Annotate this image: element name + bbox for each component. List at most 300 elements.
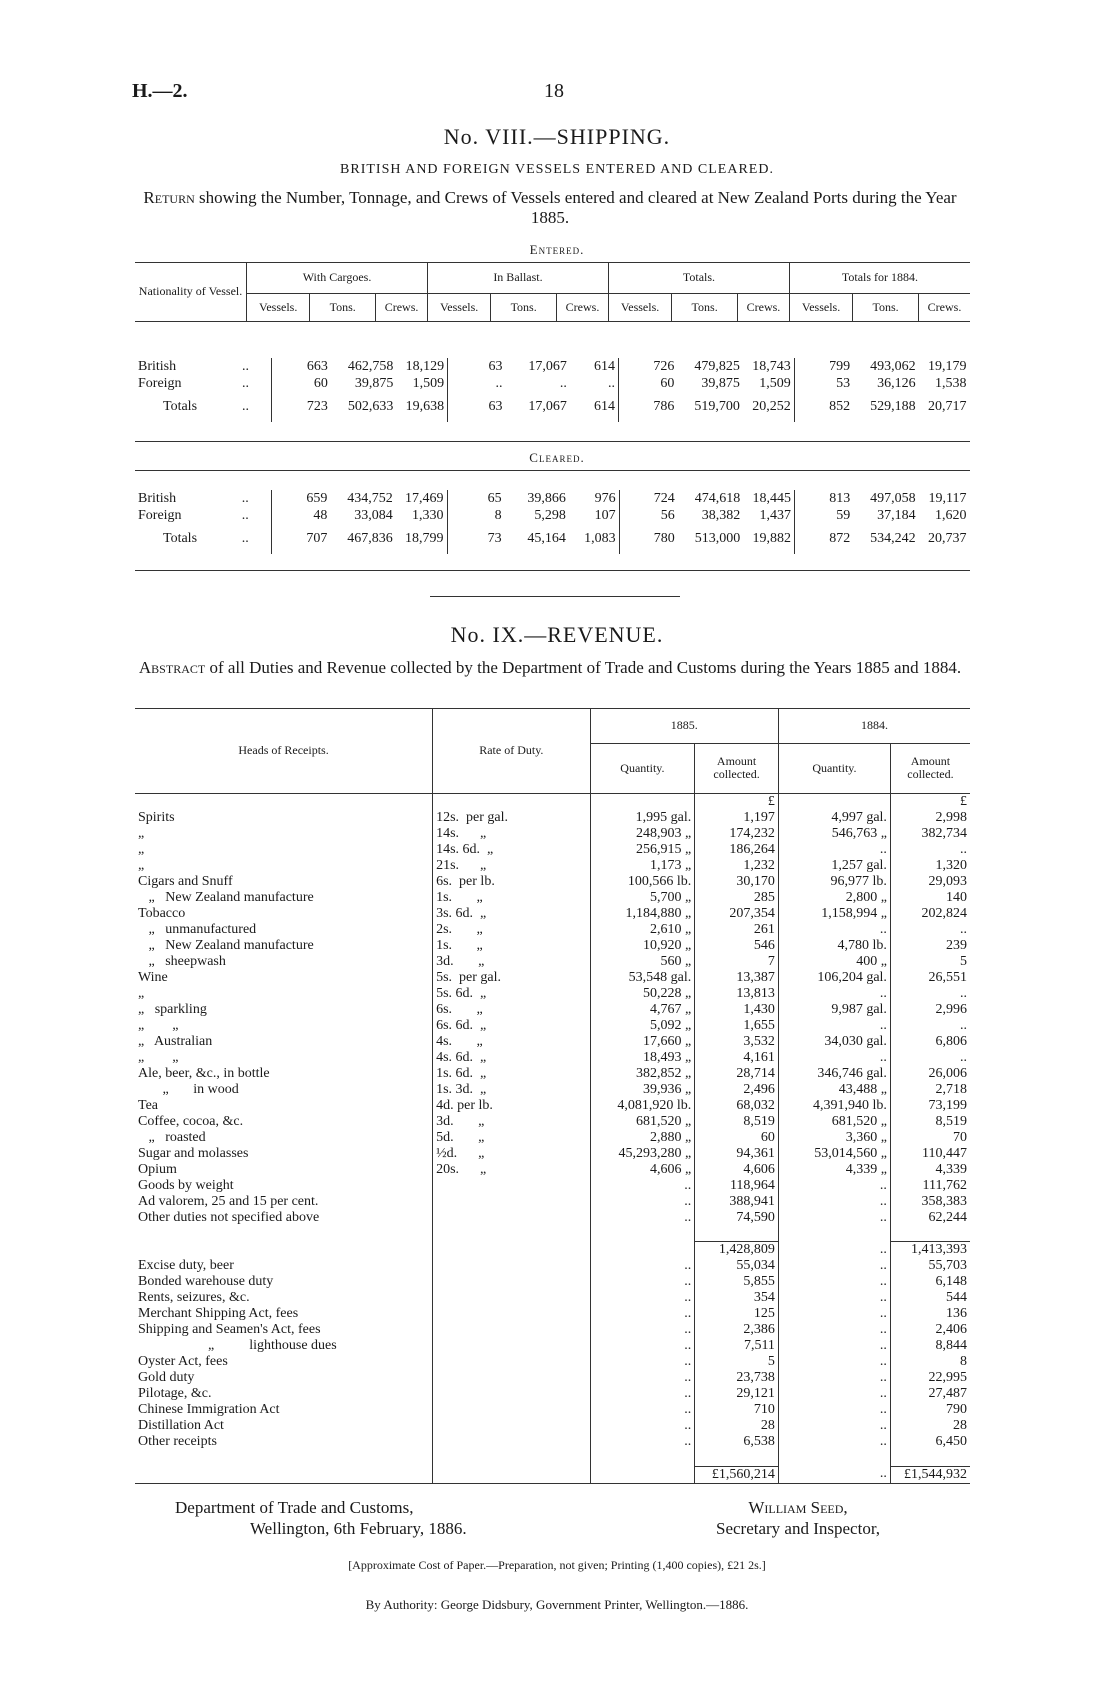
value-cell: 39,875 (354, 375, 394, 391)
amount-1885-cell: 1,655 (695, 1018, 779, 1034)
revenue-title: No. IX.—REVENUE. (450, 622, 664, 647)
receipt-head-cell: „ roasted (135, 1130, 433, 1146)
amount-1885-cell: 2,386 (695, 1322, 779, 1338)
quantity-1884-cell: .. (778, 1290, 890, 1306)
value-cell: 780 (653, 531, 675, 546)
amount-1885-cell: 28 (695, 1418, 779, 1434)
quantity-1884-cell: .. (778, 1434, 890, 1450)
revenue-row (135, 1354, 970, 1370)
amount-1884-cell: 27,487 (928, 1386, 967, 1401)
shipping-return-description (135, 188, 965, 228)
amount-1885-cell: 4,606 (695, 1162, 779, 1178)
amount-1884-cell: 1,413,393 (890, 1242, 970, 1259)
receipt-head-cell: Rents, seizures, &c. (135, 1290, 433, 1306)
value-cell: 65 (487, 490, 502, 506)
value-cell: .. (495, 375, 503, 391)
receipt-head-cell: „ unmanufactured (135, 922, 433, 938)
receipt-head-cell: Gold duty (135, 1370, 433, 1386)
amount-1885-cell: 4,161 (695, 1050, 779, 1066)
amount-1885-cell: 6,538 (695, 1434, 779, 1450)
quantity-1884-cell: .. (778, 1050, 890, 1066)
quantity-1884-header: Quantity. (778, 743, 890, 793)
receipt-head-cell: Excise duty, beer (135, 1258, 433, 1274)
quantity-1884-cell: 43,488 „ (778, 1082, 890, 1098)
receipt-head-cell: Other duties not specified above (135, 1210, 433, 1226)
revenue-row (135, 826, 970, 842)
nationality-cell: Totals (163, 399, 198, 414)
amount-1885-cell: 60 (695, 1130, 779, 1146)
rate-cell: 5s. per gal. (433, 970, 590, 986)
amount-1885-cell: 13,813 (695, 986, 779, 1002)
amount-1885-cell: 261 (695, 922, 779, 938)
quantity-1885-cell: .. (590, 1322, 695, 1338)
rate-cell (433, 1354, 590, 1370)
entered-label: Entered. (529, 242, 585, 257)
amount-1884-cell: 6,450 (935, 1434, 967, 1449)
quantity-1884-cell: .. (778, 1386, 890, 1402)
receipt-head-cell: Goods by weight (135, 1178, 433, 1194)
value-cell: 19,179 (928, 358, 967, 374)
quantity-1885-cell: 2,880 „ (590, 1130, 695, 1146)
amount-1884-cell: 29,093 (928, 873, 967, 889)
amount-1885-cell: 5,855 (695, 1274, 779, 1290)
amount-1885-cell: 186,264 (695, 842, 779, 858)
value-cell: 63 (488, 399, 503, 414)
amount-1884-cell: 1,320 (935, 857, 967, 873)
quantity-1885-cell: 45,293,280 „ (590, 1146, 695, 1162)
shipping-header-table (135, 263, 970, 322)
amount-1885-cell: 7 (695, 954, 779, 970)
quantity-1884-cell (778, 1450, 890, 1466)
value-cell: 18,743 (743, 358, 794, 375)
quantity-1884-cell: 106,204 gal. (778, 970, 890, 986)
group-in-ballast: In Ballast. (428, 263, 609, 293)
rate-cell (433, 1258, 590, 1274)
revenue-row (135, 1034, 970, 1050)
rate-cell: 4d. per lb. (433, 1098, 590, 1114)
year-1885-header: 1885. (590, 708, 778, 743)
receipt-head-cell (135, 793, 433, 810)
rate-cell (433, 1434, 590, 1450)
value-cell: 1,437 (743, 507, 794, 524)
cleared-label: Cleared. (529, 450, 585, 465)
revenue-row (135, 1082, 970, 1098)
quantity-1884-cell: 681,520 „ (778, 1114, 890, 1130)
rate-cell (433, 1386, 590, 1402)
quantity-1885-cell: .. (590, 1210, 695, 1226)
receipt-head-cell: Bonded warehouse duty (135, 1274, 433, 1290)
quantity-1884-cell: .. (778, 842, 890, 858)
amount-1884-cell: 6,806 (935, 1033, 967, 1049)
value-cell: 519,700 (694, 399, 740, 414)
amount-1885-cell: 207,354 (695, 906, 779, 922)
quantity-1884-cell: 1,158,994 „ (778, 906, 890, 922)
revenue-row (135, 858, 970, 874)
amount-1885-cell: £ (695, 793, 779, 810)
value-cell: 18,445 (743, 490, 794, 507)
leader-dots: .. (239, 392, 272, 422)
amount-1885-cell: 2,496 (695, 1082, 779, 1098)
rate-cell (433, 1290, 590, 1306)
amount-1885-cell: 5 (695, 1354, 779, 1370)
quantity-1884-cell: .. (778, 1338, 890, 1354)
cleared-row (135, 490, 970, 507)
amount-1884-cell: 2,406 (935, 1322, 967, 1337)
amount-1885-cell: 1,197 (695, 810, 779, 826)
receipt-head-cell: „ Australian (135, 1034, 433, 1050)
amount-1885-cell (695, 1450, 779, 1466)
value-cell: 73 (487, 531, 502, 546)
quantity-1885-cell: 10,920 „ (590, 938, 695, 954)
cleared-row (135, 524, 970, 554)
rate-cell (433, 1450, 590, 1466)
quantity-1884-cell: .. (778, 1322, 890, 1338)
rate-cell: 20s. „ (433, 1162, 590, 1178)
col-vessels: Vessels. (428, 293, 491, 321)
quantity-1885-cell: 39,936 „ (590, 1082, 695, 1098)
signatory-name: William Seed, (748, 1498, 848, 1517)
value-cell: 18,799 (396, 524, 447, 554)
amount-1884-cell: 2,996 (935, 1001, 967, 1017)
quantity-1885-cell: .. (590, 1370, 695, 1386)
amount-1884-cell: 111,762 (922, 1177, 967, 1193)
quantity-1885-cell: .. (590, 1418, 695, 1434)
receipt-head-cell: Shipping and Seamen's Act, fees (135, 1322, 433, 1338)
quantity-1885-cell (590, 1466, 695, 1483)
heads-of-receipts-header: Heads of Receipts. (135, 708, 433, 793)
revenue-row (135, 1322, 970, 1338)
revenue-row (135, 1162, 970, 1178)
amount-1884-cell: 544 (946, 1290, 967, 1305)
rate-cell (433, 1466, 590, 1483)
leader-dots: .. (239, 507, 272, 524)
quantity-1884-cell: .. (778, 1418, 890, 1434)
amount-1884-cell (890, 1226, 970, 1242)
value-cell: 39,866 (527, 490, 566, 506)
return-text: showing the Number, Tonnage, and Crews of Vessels entered and cleared at New Zealand Ports during the Year 1885. (194, 188, 957, 227)
rate-cell (433, 1370, 590, 1386)
amount-1885-cell: 8,519 (695, 1114, 779, 1130)
revenue-row (135, 1274, 970, 1290)
revenue-row (135, 1178, 970, 1194)
amount-1885-cell: 7,511 (695, 1338, 779, 1354)
amount-1884-cell: 382,734 (921, 825, 967, 841)
amount-1885-cell: 125 (695, 1306, 779, 1322)
receipt-head-cell: Opium (135, 1162, 433, 1178)
value-cell: 63 (488, 358, 503, 374)
rate-cell (433, 1274, 590, 1290)
rate-cell: 21s. „ (433, 858, 590, 874)
amount-1884-cell: 62,244 (928, 1209, 967, 1225)
group-totals: Totals. (608, 263, 789, 293)
value-cell: 462,758 (347, 358, 394, 374)
quantity-1885-cell: .. (590, 1290, 695, 1306)
amount-1885-cell: 388,941 (695, 1194, 779, 1210)
col-crews: Crews. (927, 299, 962, 314)
amount-1884-cell: 2,998 (935, 809, 967, 825)
year-1884-header: 1884. (778, 708, 970, 743)
quantity-1885-cell: 5,700 „ (590, 890, 695, 906)
amount-1884-cell: 8 (960, 1354, 967, 1369)
quantity-1885-cell: 248,903 „ (590, 826, 695, 842)
quantity-1885-header: Quantity. (590, 743, 695, 793)
amount-1884-cell: .. (960, 921, 967, 937)
quantity-1885-cell: .. (590, 1386, 695, 1402)
value-cell: 20,737 (928, 531, 967, 546)
amount-1884-cell: .. (960, 1049, 967, 1065)
rate-cell: 3d. „ (433, 1114, 590, 1130)
quantity-1884-cell: 9,987 gal. (778, 1002, 890, 1018)
amount-1884-cell: £ (960, 793, 967, 809)
revenue-row (135, 938, 970, 954)
authority-note: By Authority: George Didsbury, Government Printer, Wellington.—1886. (365, 1597, 749, 1612)
rate-cell (433, 1322, 590, 1338)
amount-1885-cell: 1,232 (695, 858, 779, 874)
value-cell: 614 (570, 358, 619, 375)
revenue-row (135, 1386, 970, 1402)
quantity-1884-cell: .. (778, 1402, 890, 1418)
quantity-1884-cell: 1,257 gal. (778, 858, 890, 874)
receipt-head-cell: Merchant Shipping Act, fees (135, 1306, 433, 1322)
rate-cell: 4s. 6d. „ (433, 1050, 590, 1066)
receipt-head-cell: Ale, beer, &c., in bottle (135, 1066, 433, 1082)
receipt-head-cell (135, 1450, 433, 1466)
revenue-row (135, 922, 970, 938)
revenue-row (135, 1306, 970, 1322)
revenue-table (135, 708, 970, 1483)
quantity-1884-cell: 4,391,940 lb. (778, 1098, 890, 1114)
receipt-head-cell: Tea (135, 1098, 433, 1114)
rate-of-duty-header: Rate of Duty. (433, 708, 590, 793)
revenue-row (135, 1146, 970, 1162)
signatory-title: Secretary and Inspector, (716, 1519, 881, 1538)
amount-1885-cell: 1,430 (695, 1002, 779, 1018)
rate-cell: 6s. 6d. „ (433, 1018, 590, 1034)
value-cell: 534,242 (870, 531, 916, 546)
quantity-1885-cell: 2,610 „ (590, 922, 695, 938)
value-cell: 33,084 (354, 507, 393, 523)
amount-1884-cell (890, 1450, 970, 1466)
revenue-row (135, 874, 970, 890)
value-cell: 434,752 (347, 490, 393, 506)
value-cell: 19,882 (743, 524, 794, 554)
entered-row (135, 358, 970, 375)
col-crews: Crews. (738, 293, 790, 321)
receipt-head-cell: Cigars and Snuff (135, 874, 433, 890)
revenue-row (135, 1418, 970, 1434)
leader-dots: .. (239, 524, 272, 554)
rate-cell: 3s. 6d. „ (433, 906, 590, 922)
group-totals-1884: Totals for 1884. (841, 270, 919, 285)
revenue-row (135, 986, 970, 1002)
quantity-1885-cell: .. (590, 1402, 695, 1418)
page-number: 18 (544, 80, 564, 102)
date-line: Wellington, 6th February, 1886. (250, 1519, 467, 1538)
value-cell: 497,058 (870, 490, 916, 506)
amount-1885-cell: £1,560,214 (695, 1466, 779, 1483)
receipt-head-cell: Spirits (135, 810, 433, 826)
receipt-head-cell: Sugar and molasses (135, 1146, 433, 1162)
quantity-1884-cell: 53,014,560 „ (778, 1146, 890, 1162)
rate-cell: 1s. „ (433, 938, 590, 954)
receipt-head-cell: „ sparkling (135, 1002, 433, 1018)
value-cell: 1,538 (935, 375, 967, 391)
quantity-1885-cell: 5,092 „ (590, 1018, 695, 1034)
quantity-1884-cell: .. (778, 922, 890, 938)
value-cell: 17,067 (528, 358, 567, 374)
rate-cell (433, 793, 590, 810)
revenue-row (135, 1402, 970, 1418)
receipt-head-cell: Ad valorem, 25 and 15 per cent. (135, 1194, 433, 1210)
value-cell: 529,188 (870, 399, 916, 414)
value-cell: 59 (836, 507, 851, 523)
amount-1884-cell: 136 (946, 1306, 967, 1321)
receipt-head-cell: „ (135, 842, 433, 858)
value-cell: 479,825 (694, 358, 740, 374)
revenue-row (135, 1018, 970, 1034)
quantity-1885-cell: 4,767 „ (590, 1002, 695, 1018)
revenue-row (135, 1098, 970, 1114)
rate-cell: 6s. per lb. (433, 874, 590, 890)
col-crews: Crews. (376, 293, 428, 321)
rate-cell: 2s. „ (433, 922, 590, 938)
receipt-head-cell: „ New Zealand manufacture (135, 890, 433, 906)
rate-cell: 14s. 6d. „ (433, 842, 590, 858)
department-line: Department of Trade and Customs, (175, 1498, 414, 1517)
quantity-1884-cell: .. (778, 1274, 890, 1290)
quantity-1884-cell: .. (778, 1258, 890, 1274)
revenue-row (135, 1194, 970, 1210)
value-cell: 726 (653, 358, 675, 374)
revenue-row (135, 970, 970, 986)
entered-row (135, 392, 970, 422)
col-vessels: Vessels. (247, 293, 310, 321)
amount-1885-cell: 3,532 (695, 1034, 779, 1050)
revenue-row (135, 1002, 970, 1018)
col-tons: Tons. (853, 293, 919, 321)
receipt-head-cell: Distillation Act (135, 1418, 433, 1434)
rate-cell: 1s. 6d. „ (433, 1066, 590, 1082)
value-cell: 48 (313, 507, 328, 523)
amount-1885-cell: 13,387 (695, 970, 779, 986)
value-cell: 39,875 (701, 375, 740, 391)
value-cell: 60 (660, 375, 675, 391)
value-cell: 17,067 (528, 399, 567, 414)
leader-dots: .. (239, 358, 272, 375)
value-cell: 107 (569, 507, 619, 524)
entered-row (135, 375, 970, 392)
rate-cell (433, 1226, 590, 1242)
value-cell: 20,252 (743, 392, 794, 422)
value-cell: 45,164 (527, 531, 566, 546)
quantity-1885-cell: 4,081,920 lb. (590, 1098, 695, 1114)
amount-1884-cell: 28 (953, 1418, 967, 1433)
rate-cell (433, 1338, 590, 1354)
quantity-1884-cell: 3,360 „ (778, 1130, 890, 1146)
quantity-1885-cell: 53,548 gal. (590, 970, 695, 986)
amount-1884-cell: 70 (953, 1129, 967, 1145)
amount-1884-cell: 140 (946, 889, 967, 905)
nationality-cell: British (138, 490, 177, 506)
amount-1885-cell: 94,361 (695, 1146, 779, 1162)
amount-1884-cell: 110,447 (922, 1145, 967, 1161)
revenue-row (135, 954, 970, 970)
quantity-1885-cell: 1,184,880 „ (590, 906, 695, 922)
value-cell: 8 (494, 507, 502, 523)
rate-cell: 3d. „ (433, 954, 590, 970)
receipt-head-cell: „ in wood (135, 1082, 433, 1098)
rate-cell: 12s. per gal. (433, 810, 590, 826)
quantity-1884-cell: 34,030 gal. (778, 1034, 890, 1050)
quantity-1885-cell (590, 793, 695, 810)
amount-1884-cell: 55,703 (928, 1258, 967, 1273)
quantity-1885-cell: 382,852 „ (590, 1066, 695, 1082)
cleared-table (135, 490, 970, 554)
amount-1885-cell: 74,590 (695, 1210, 779, 1226)
revenue-row (135, 1258, 970, 1274)
receipt-head-cell: „ (135, 826, 433, 842)
quantity-1885-cell: .. (590, 1274, 695, 1290)
revenue-row (135, 890, 970, 906)
nationality-header: Nationality of Vessel. (135, 263, 247, 321)
amount-1884-cell: 239 (946, 937, 967, 953)
revenue-row (135, 1066, 970, 1082)
quantity-1884-cell: 4,997 gal. (778, 810, 890, 826)
nationality-cell: Totals (163, 531, 198, 546)
quantity-1884-cell: .. (778, 1018, 890, 1034)
value-cell: 513,000 (694, 531, 741, 546)
amount-1884-cell: £1,544,932 (890, 1466, 970, 1483)
value-cell: 786 (653, 399, 675, 414)
quantity-1885-cell (590, 1242, 695, 1259)
value-cell: 1,330 (396, 507, 447, 524)
value-cell: 663 (306, 358, 328, 374)
quantity-1884-cell: .. (778, 1466, 890, 1483)
rate-cell: 5d. „ (433, 1130, 590, 1146)
quantity-1885-cell: .. (590, 1178, 695, 1194)
quantity-1884-cell: 96,977 lb. (778, 874, 890, 890)
return-word: Return (143, 188, 195, 207)
value-cell: 60 (313, 375, 328, 391)
abstract-word: Abstract (138, 658, 206, 677)
value-cell: 659 (306, 490, 328, 506)
value-cell: 1,509 (396, 375, 447, 392)
quantity-1884-cell: .. (778, 1306, 890, 1322)
rate-cell: 4s. „ (433, 1034, 590, 1050)
receipt-head-cell: Coffee, cocoa, &c. (135, 1114, 433, 1130)
value-cell: 707 (306, 531, 328, 546)
revenue-row (135, 793, 970, 810)
receipt-head-cell: Oyster Act, fees (135, 1354, 433, 1370)
amount-1884-cell: 6,148 (935, 1274, 967, 1289)
cleared-row (135, 507, 970, 524)
revenue-abstract-description (135, 658, 965, 678)
value-cell: 467,836 (347, 531, 393, 546)
amount-1885-cell: 710 (695, 1402, 779, 1418)
value-cell: 1,620 (935, 507, 967, 523)
quantity-1885-cell: .. (590, 1354, 695, 1370)
quantity-1885-cell: 256,915 „ (590, 842, 695, 858)
col-crews: Crews. (557, 293, 609, 321)
amount-1885-cell: 285 (695, 890, 779, 906)
amount-1885-cell: 29,121 (695, 1386, 779, 1402)
value-cell: .. (559, 375, 567, 391)
revenue-row (135, 906, 970, 922)
receipt-head-cell: „ (135, 858, 433, 874)
rate-cell: 14s. „ (433, 826, 590, 842)
value-cell: 36,126 (877, 375, 916, 391)
amount-1885-cell: 30,170 (695, 874, 779, 890)
